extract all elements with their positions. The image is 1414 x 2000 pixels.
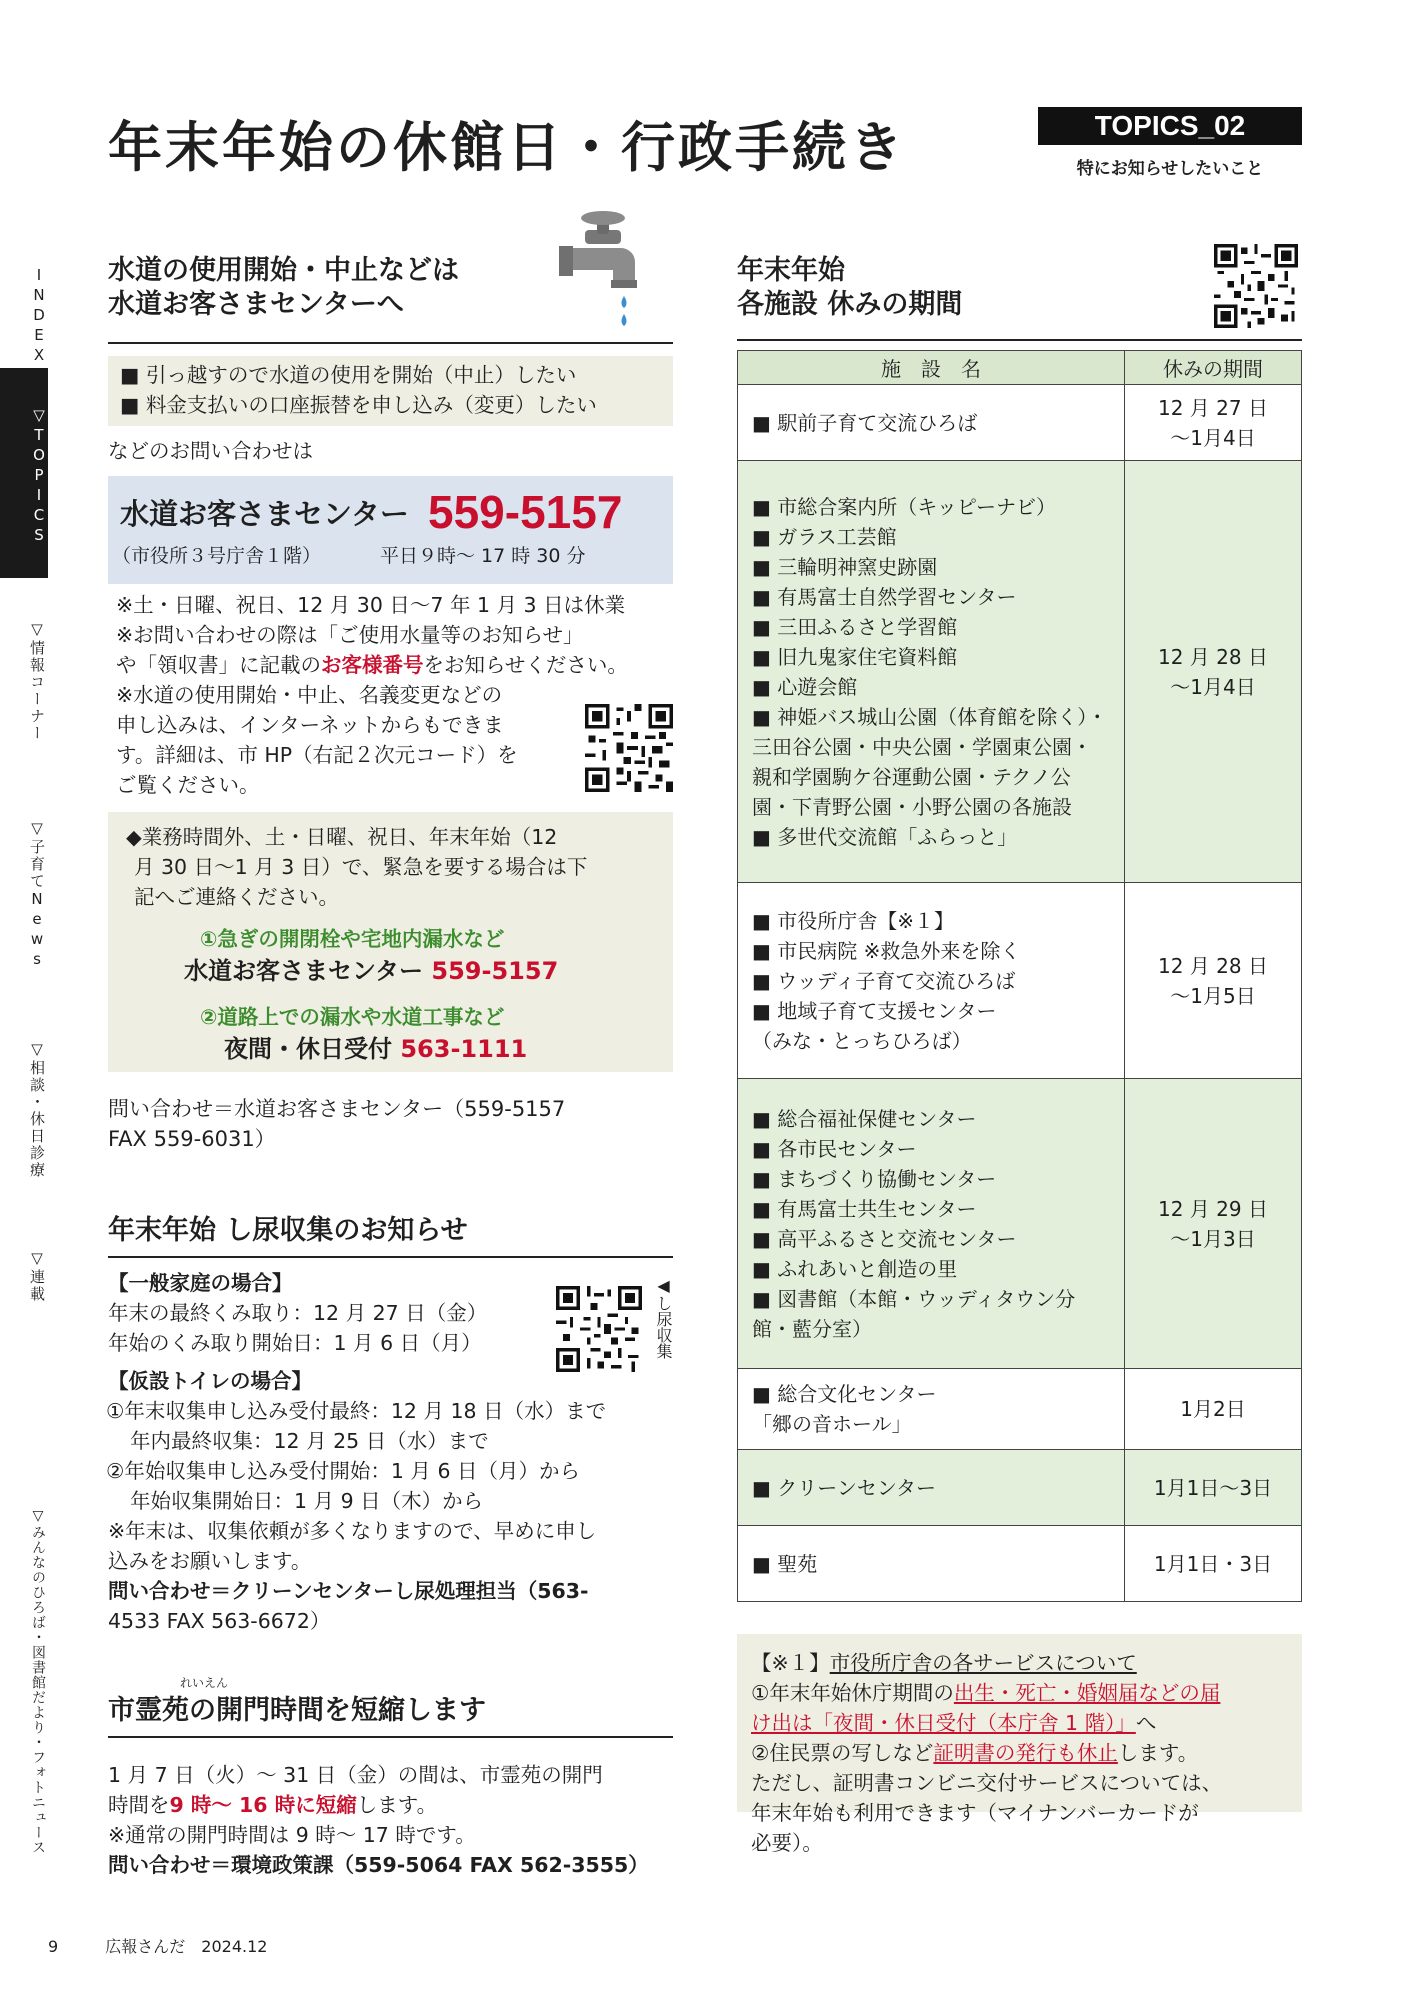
side-index-info-corner[interactable]: ▽情報コーナー (28, 620, 46, 742)
emergency-case-1-label: ①急ぎの開閉栓や宅地内漏水など (200, 927, 505, 951)
note-box-line-5: 年末年始も利用できます（マイナンバーカードが (751, 1801, 1199, 1825)
emergency-line-3: 記へご連絡ください。 (134, 885, 339, 909)
holidays-qr-code[interactable] (1214, 244, 1298, 328)
cemetery-ruby: れいえん (180, 1676, 229, 1690)
facility-line: ■ 駅前子育て交流ひろば (752, 410, 978, 435)
page-number: 9 (48, 1937, 59, 1956)
water-note-4: ※水道の使用開始・中止、名義変更などの (116, 683, 503, 707)
facility-line: ■ 各市民センター (752, 1136, 917, 1161)
topics-subtitle: 特にお知らせしたいこと (1076, 159, 1264, 179)
water-heading: 水道の使用開始・中止などは 水道お客さまセンターへ (108, 252, 673, 344)
publication-name: 広報さんだ 2024.12 (105, 1937, 268, 1956)
side-index-index[interactable]: INDEX (30, 266, 48, 366)
period-line: 12 月 29 日 (1158, 1196, 1268, 1221)
note-box-line-3: ②住民票の写しなど証明書の発行も休止します。 (751, 1741, 1199, 1765)
water-note-1: ※土・日曜、祝日、12 月 30 日～7 年 1 月 3 日は休業 (116, 593, 626, 617)
note-box-heading: 【※１】市役所庁舎の各サービスについて (751, 1651, 1137, 1675)
facility-cell (738, 883, 1125, 1079)
facility-line: （みな・とっちひろば） (752, 1028, 972, 1053)
facility-line: ■ 総合福祉保健センター (752, 1106, 977, 1131)
facility-line: ■ 三田ふるさと学習館 (752, 614, 958, 639)
water-qr-code[interactable] (585, 703, 673, 793)
period-line: 12 月 28 日 (1158, 644, 1268, 669)
facility-line: ■ 旧九鬼家住宅資料館 (752, 644, 958, 669)
emergency-case-2-label: ②道路上での漏水や水道工事など (200, 1005, 505, 1029)
cemetery-line-1: 1 月 7 日（火）～ 31 日（金）の間は、市霊苑の開門 (108, 1763, 603, 1787)
facility-line: ■ クリーンセンター (752, 1475, 937, 1500)
holidays-table-row (738, 1079, 1302, 1369)
cemetery-contact: 問い合わせ＝環境政策課（559-5064 FAX 562-3555） (108, 1853, 649, 1877)
period-line: 1月2日 (1180, 1397, 1246, 1421)
facility-line: ■ 多世代交流館「ふらっと」 (752, 824, 1018, 849)
period-line: ～1月3日 (1170, 1226, 1256, 1251)
note-box-line-6: 必要）。 (751, 1831, 823, 1855)
water-center-place: （市役所３号庁舎１階） (112, 545, 322, 567)
facility-line: ■ 図書館（本館・ウッディタウン分 (752, 1286, 1076, 1311)
period-line: ～1月4日 (1170, 674, 1256, 699)
night-soil-qr-caption: ◀し尿収集 (654, 1276, 673, 1359)
facility-cell (738, 1369, 1125, 1450)
facility-line: ■ 聖苑 (752, 1551, 818, 1576)
period-cell (1125, 385, 1302, 461)
note-box-line-1: ①年末年始休庁期間の出生・死亡・婚姻届などの届 (751, 1681, 1221, 1705)
night-soil-temp-1: ①年末収集申し込み受付最終：12 月 18 日（水）まで (106, 1399, 607, 1423)
period-line: ～1月4日 (1170, 425, 1256, 450)
night-soil-contact-2: 4533 FAX 563-6672） (108, 1609, 331, 1633)
note-box-city-hall (737, 1634, 1302, 1855)
holidays-table-row (738, 461, 1302, 883)
facility-line: ■ ふれあいと創造の里 (752, 1256, 958, 1281)
water-note-2: ※お問い合わせの際は「ご使用水量等のお知らせ」 (116, 623, 584, 647)
period-cell (1125, 883, 1302, 1079)
emergency-line-2: 月 30 日～1 月 3 日）で、緊急を要する場合は下 (134, 855, 588, 879)
water-contact-2: FAX 559-6031） (108, 1127, 276, 1151)
period-cell (1125, 1079, 1302, 1369)
holidays-table-row (738, 1369, 1302, 1450)
night-soil-qr-code[interactable] (556, 1286, 642, 1372)
facility-cell (738, 1526, 1125, 1602)
facility-line: ■ 市民病院 ※救急外来を除く (752, 938, 1021, 963)
period-line: ～1月5日 (1170, 983, 1256, 1008)
night-soil-temp-2: 年内最終収集：12 月 25 日（水）まで (130, 1429, 489, 1453)
night-soil-note-2: 込みをお願いします。 (108, 1549, 312, 1573)
facility-line: 親和学園駒ケ谷運動公園・テクノ公 (752, 764, 1071, 789)
period-cell (1125, 461, 1302, 883)
period-line: 1月1日～3日 (1153, 1475, 1273, 1500)
facility-line: ■ 市役所庁舎【※１】 (752, 908, 955, 933)
facility-line: ■ まちづくり協働センター (752, 1166, 997, 1191)
topics-badge: TOPICS_02 (1038, 107, 1302, 145)
facility-line: 三田谷公園・中央公園・学園東公園・ (752, 734, 1092, 759)
facility-line: ■ 総合文化センター (752, 1382, 937, 1406)
facility-cell (738, 461, 1125, 883)
emergency-line-1: ◆業務時間外、土・日曜、祝日、年末年始（12 (126, 825, 558, 849)
facility-line: ■ ウッディ子育て交流ひろば (752, 968, 1016, 993)
period-line: 12 月 28 日 (1158, 953, 1268, 978)
facility-line: ■ 市総合案内所（キッピーナビ） (752, 494, 1057, 519)
water-contact-1: 問い合わせ＝水道お客さまセンター（559-5157 (108, 1097, 566, 1121)
period-line: 12 月 27 日 (1158, 395, 1268, 420)
night-soil-heading: 年末年始 し尿収集のお知らせ (108, 1210, 673, 1258)
facility-line: ■ 高平ふるさと交流センター (752, 1226, 1017, 1251)
water-note-6: す。詳細は、市 HP（右記２次元コード）を (116, 743, 518, 767)
night-soil-contact-1: 問い合わせ＝クリーンセンターし尿処理担当（563- (108, 1579, 589, 1603)
holidays-table-row (738, 1526, 1302, 1602)
facility-line: ■ 神姫バス城山公園（体育館を除く）・ (752, 704, 1108, 729)
footer (48, 1934, 267, 1957)
water-center-name: 水道お客さまセンター (120, 497, 409, 531)
facility-line: 園・下青野公園・小野公園の各施設 (752, 794, 1072, 819)
period-cell (1125, 1369, 1302, 1450)
holidays-table-row (738, 385, 1302, 461)
facility-line: 館・藍分室） (752, 1316, 872, 1341)
facility-cell (738, 1079, 1125, 1369)
holidays-table (737, 350, 1302, 1602)
water-bullet-2: ■ 料金支払いの口座振替を申し込み（変更）したい (120, 393, 597, 417)
facility-cell (738, 1450, 1125, 1526)
facility-line: ■ ガラス工芸館 (752, 524, 897, 549)
night-soil-home-1: 年末の最終くみ取り：12 月 27 日（金） (108, 1301, 488, 1325)
col-facility-header: 施 設 名 (738, 351, 1125, 385)
facility-line: ■ 三輪明神窯史跡園 (752, 554, 938, 579)
facility-line: ■ 心遊会館 (752, 674, 858, 699)
side-index-childcare-news[interactable]: ▽子育てNews (28, 818, 46, 970)
night-soil-home-2: 年始のくみ取り開始日：1 月 6 日（月） (108, 1331, 482, 1355)
water-inquiry-intro: などのお問い合わせは (108, 439, 313, 463)
night-soil-temp-3: ②年始収集申し込み受付開始：1 月 6 日（月）から (106, 1459, 581, 1483)
facility-line: ■ 地域子育て支援センター (752, 998, 997, 1023)
facility-cell (738, 385, 1125, 461)
note-box-line-2: け出は「夜間・休日受付（本庁舎 1 階）」へ (751, 1711, 1157, 1735)
night-soil-temp-head: 【仮設トイレの場合】 (108, 1369, 312, 1393)
side-index-consultation[interactable]: ▽相談・休日診療 (28, 1039, 46, 1179)
page-title: 年末年始の休館日・行政手続き (108, 116, 906, 179)
night-soil-temp-4: 年始収集開始日：1 月 9 日（木）から (130, 1489, 484, 1513)
emergency-case-1-contact: 水道お客さまセンター 559-5157 (184, 957, 559, 985)
side-index-community[interactable]: ▽みんなのひろば・図書館だより・フォトニュース (30, 1507, 46, 1855)
cemetery-heading: 市霊苑の開門時間を短縮します (108, 1690, 673, 1738)
night-soil-home-head: 【一般家庭の場合】 (108, 1271, 293, 1295)
water-note-5: 申し込みは、インターネットからもできま (116, 713, 504, 737)
faucet-icon (555, 208, 655, 338)
facility-line: ■ 有馬富士自然学習センター (752, 584, 1017, 609)
water-note-7: ご覧ください。 (116, 773, 260, 797)
water-note-3: や「領収書」に記載のお客様番号をお知らせください。 (116, 653, 628, 677)
water-center-number: 559-5157 (428, 486, 623, 538)
holidays-heading: 年末年始 各施設 休みの期間 (737, 255, 963, 320)
cemetery-line-3: ※通常の開門時間は 9 時～ 17 時です。 (108, 1823, 476, 1847)
holidays-table-row (738, 883, 1302, 1079)
holidays-table-header (738, 351, 1302, 385)
period-cell (1125, 1526, 1302, 1602)
facility-line: ■ 有馬富士共生センター (752, 1196, 977, 1221)
period-cell (1125, 1450, 1302, 1526)
emergency-case-2-contact: 夜間・休日受付 563-1111 (224, 1035, 528, 1063)
night-soil-note-1: ※年末は、収集依頼が多くなりますので、早めに申し (108, 1519, 597, 1543)
col-period-header: 休みの期間 (1125, 351, 1302, 385)
note-box-line-4: ただし、証明書コンビニ交付サービスについては、 (751, 1771, 1223, 1795)
water-bullet-1: ■ 引っ越すので水道の使用を開始（中止）したい (120, 363, 577, 387)
holidays-heading-rule (737, 339, 1302, 341)
side-index-serial[interactable]: ▽連載 (28, 1249, 46, 1303)
water-center-hours: 平日９時～ 17 時 30 分 (380, 545, 586, 567)
period-line: 1月1日・3日 (1153, 1551, 1273, 1576)
facility-line: 「郷の音ホール」 (752, 1412, 912, 1436)
cemetery-line-2: 時間を9 時～ 16 時に短縮します。 (108, 1793, 438, 1817)
holidays-table-row (738, 1450, 1302, 1526)
side-index-topics[interactable]: ▽TOPICS (0, 368, 48, 578)
